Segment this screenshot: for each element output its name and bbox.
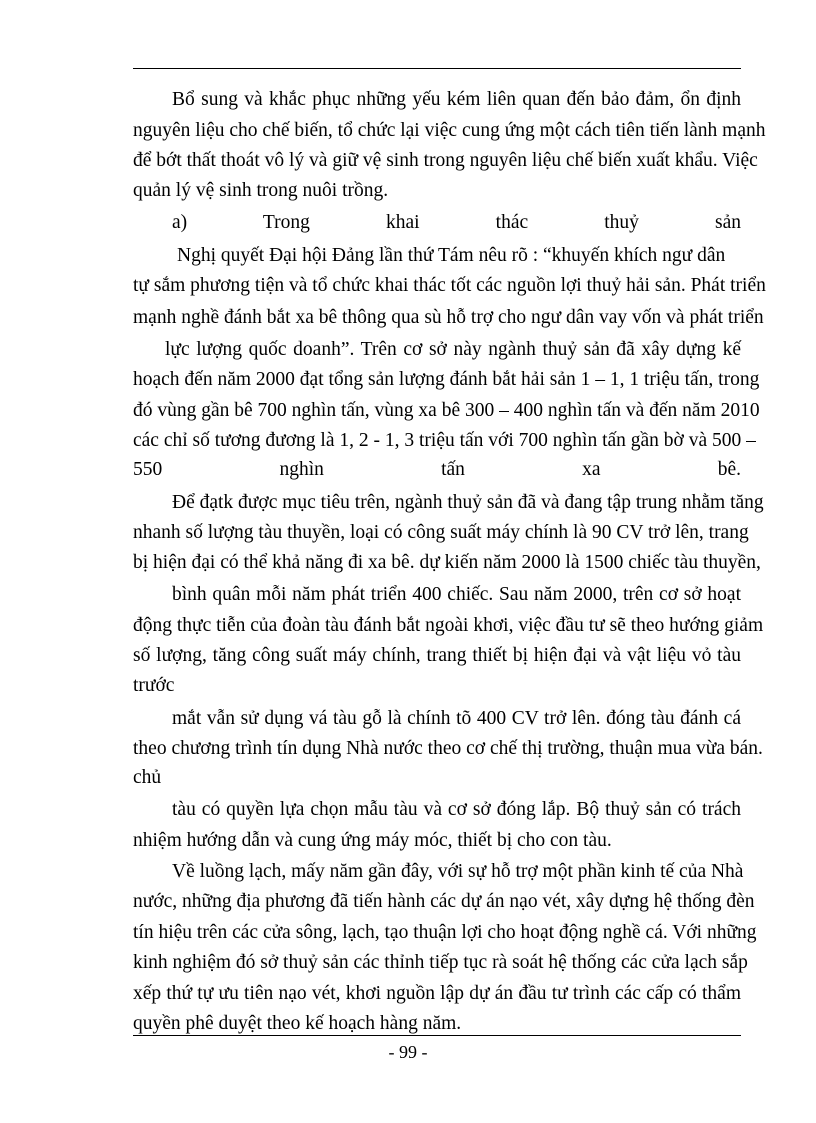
line-3: để bớt thất thoát vô lý và giữ vệ sinh trong nguyên liệu chế biến xuất khẩu. Việc	[133, 150, 758, 171]
line-6: Nghị quyết Đại hội Đảng lần thứ Tám nêu rõ : “khuyến khích ngư dân	[177, 245, 726, 266]
line-12: các chỉ số tương đương là 1, 2 - 1, 3 triệu tấn với 700 nghìn tấn gần bờ và 500 –	[133, 430, 756, 451]
line-28: tín hiệu trên các cửa sông, lạch, tạo thuận lợi cho hoạt động nghề cá. Với những	[133, 922, 757, 943]
line-5-heading: a) Trong khai thác thuỷ sản	[172, 212, 741, 233]
line-27: nước, những địa phương đã tiến hành các dự án nạo vét, xây dựng hệ thống đèn	[133, 891, 755, 912]
line-19: số lượng, tăng công suất máy chính, trang thiết bị hiện đại và vật liệu vỏ tàu	[133, 645, 741, 666]
header-rule	[133, 68, 741, 69]
line-10: hoạch đến năm 2000 đạt tổng sản lượng đánh bắt hải sản 1 – 1, 1 triệu tấn, trong	[133, 369, 760, 390]
line-30: xếp thứ tự ưu tiên nạo vét, khơi nguồn lập dự án đầu tư trình các cấp có thẩm	[133, 983, 741, 1004]
footer-rule	[133, 1035, 741, 1036]
line-21: mắt vẫn sử dụng vá tàu gỗ là chính tõ 400 CV trở lên. đóng tàu đánh cá	[172, 708, 741, 729]
line-11: đó vùng gần bê 700 nghìn tấn, vùng xa bê 300 – 400 nghìn tấn và đến năm 2010	[133, 400, 760, 421]
line-22: theo chương trình tín dụng Nhà nước theo cơ chế thị trường, thuận mua vừa bán.	[133, 738, 763, 759]
line-14: Để đạtk được mục tiêu trên, ngành thuỷ sản đã và đang tập trung nhằm tăng	[172, 492, 764, 513]
line-20: trước	[133, 675, 175, 696]
line-4: quản lý vệ sinh trong nuôi trồng.	[133, 180, 389, 201]
line-23: chủ	[133, 767, 162, 788]
line-9: lực lượng quốc doanh”. Trên cơ sở này ngành thuỷ sản đã xây dựng kế	[165, 339, 741, 360]
line-17: bình quân mỗi năm phát triển 400 chiếc. Sau năm 2000, trên cơ sở hoạt	[172, 584, 741, 605]
line-26: Về luồng lạch, mấy năm gần đây, với sự hỗ trợ một phần kinh tế của Nhà	[172, 861, 744, 882]
line-7: tự sắm phương tiện và tổ chức khai thác tốt các nguồn lợi thuỷ hải sản. Phát triển	[133, 275, 766, 296]
line-24: tàu có quyền lựa chọn mẫu tàu và cơ sở đóng lắp. Bộ thuỷ sản có trách	[172, 799, 741, 820]
line-18: động thực tiễn của đoàn tàu đánh bắt ngoài khơi, việc đầu tư sẽ theo hướng giảm	[133, 615, 764, 636]
line-25: nhiệm hướng dẫn và cung ứng máy móc, thiết bị cho con tàu.	[133, 830, 612, 851]
line-29: kinh nghiệm đó sở thuỷ sản các thỉnh tiếp tục rà soát hệ thống các cửa lạch sắp	[133, 952, 748, 973]
line-2: nguyên liệu cho chế biến, tổ chức lại việc cung ứng một cách tiên tiến lành mạnh	[133, 120, 766, 141]
line-8: mạnh nghề đánh bắt xa bê thông qua sù hỗ trợ cho ngư dân vay vốn và phát triển	[133, 307, 764, 328]
line-1: Bổ sung và khắc phục những yếu kém liên quan đến bảo đảm, ổn định	[172, 89, 741, 110]
line-13: 550 nghìn tấn xa bê.	[133, 459, 741, 480]
line-15: nhanh số lượng tàu thuyền, loại có công suất máy chính là 90 CV trở lên, trang	[133, 522, 749, 543]
page-number: - 99 -	[388, 1042, 428, 1062]
line-31: quyền phê duyệt theo kế hoạch hàng năm.	[133, 1013, 462, 1034]
line-16: bị hiện đại có thể khả năng đi xa bê. dự kiến năm 2000 là 1500 chiếc tàu thuyền,	[133, 552, 761, 573]
